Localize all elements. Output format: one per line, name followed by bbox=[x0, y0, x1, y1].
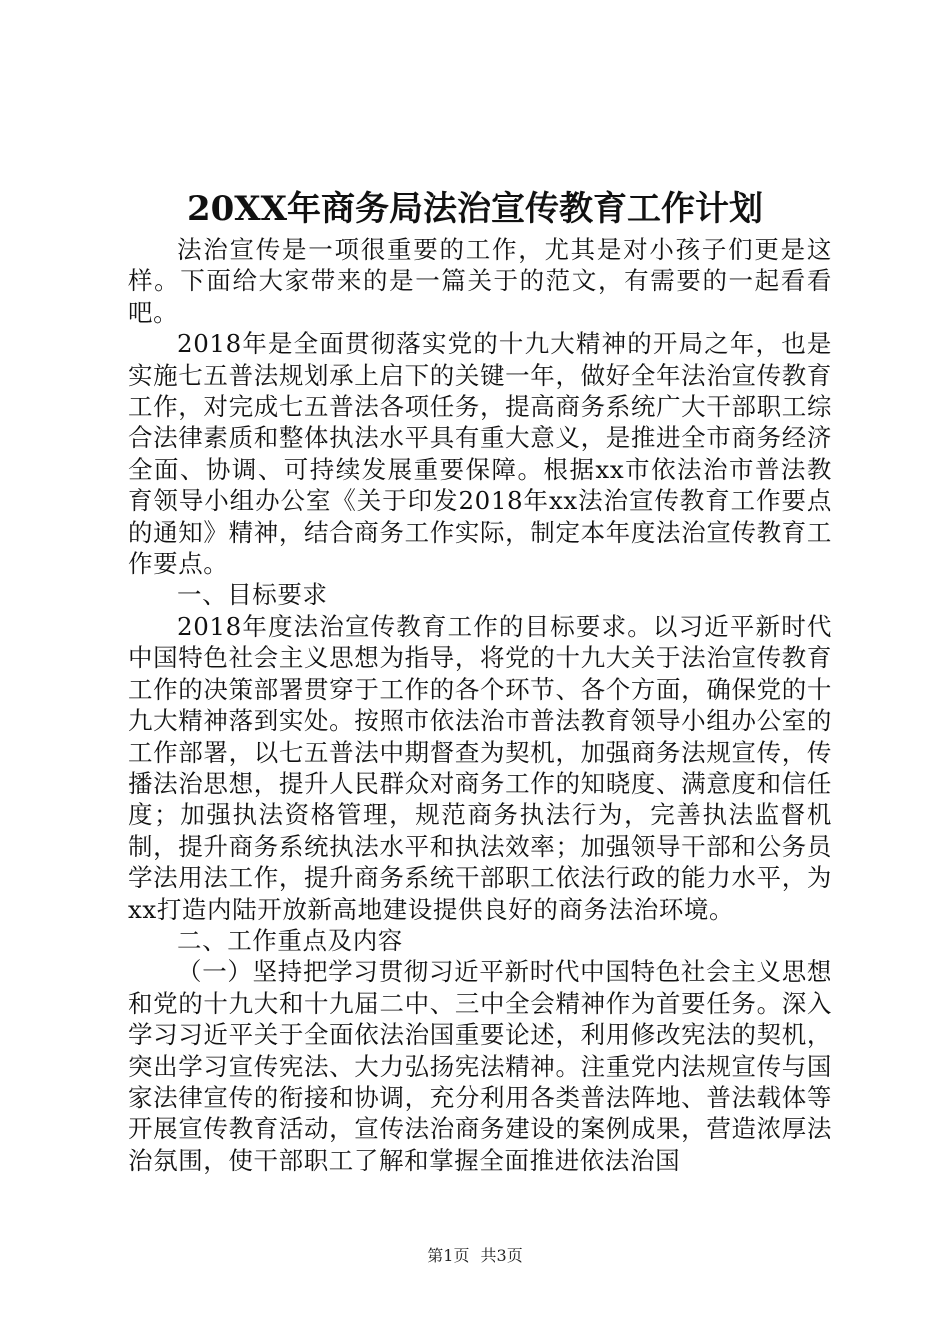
document-body bbox=[128, 234, 832, 1176]
focus-item-1-paragraph: （一）坚持把学习贯彻习近平新时代中国特色社会主义思想和党的十九大和十九届二中、三中全会精神作为首要任务。深入学习习近平关于全面依法治国重要论述，利用修改宪法的契机，突出学习宣传宪法、大力弘扬宪法精神。注重党内法规宣传与国家法律宣传的衔接和协调，充分利用各类普法阵地、普法载体等开展宣传教育活动，宣传法治商务建设的案例成果，营造浓厚法治氛围，使干部职工了解和掌握全面推进依法治国 bbox=[128, 957, 832, 1175]
page-number: 第1页 bbox=[427, 1246, 470, 1265]
page-total: 共3页 bbox=[480, 1246, 523, 1265]
intro-paragraph: 法治宣传是一项很重要的工作，尤其是对小孩子们更是这样。下面给大家带来的是一篇关于的范文，有需要的一起看看吧。 bbox=[128, 235, 832, 327]
page-footer bbox=[0, 1246, 950, 1266]
document-title: 20XX年商务局法治宣传教育工作计划 bbox=[186, 189, 764, 229]
section-heading-goals: 一、目标要求 bbox=[177, 580, 328, 610]
background-paragraph: 2018年是全面贯彻落实党的十九大精神的开局之年，也是实施七五普法规划承上启下的关键一年，做好全年法治宣传教育工作，对完成七五普法各项任务，提高商务系统广大干部职工综合法律素质和整体执法水平具有重大意义，是推进全市商务经济全面、协调、可持续发展重要保障。根据xx市依法治市普法教育领导小组办公室《关于印发2018年xx法治宣传教育工作要点的通知》精神，结合商务工作实际，制定本年度法治宣传教育工作要点。 bbox=[128, 329, 832, 579]
section-heading-focus: 二、工作重点及内容 bbox=[177, 925, 403, 955]
goals-paragraph: 2018年度法治宣传教育工作的目标要求。以习近平新时代中国特色社会主义思想为指导，将党的十九大关于法治宣传教育工作的决策部署贯穿于工作的各个环节、各个方面，确保党的十九大精神落到实处。按照市依法治市普法教育领导小组办公室的工作部署，以七五普法中期督查为契机，加强商务法规宣传，传播法治思想，提升人民群众对商务工作的知晓度、满意度和信任度；加强执法资格管理，规范商务执法行为，完善执法监督机制，提升商务系统执法水平和执法效率；加强领导干部和公务员学法用法工作，提升商务系统干部职工依法行政的能力水平，为xx打造内陆开放新高地建设提供良好的商务法治环境。 bbox=[128, 611, 832, 924]
